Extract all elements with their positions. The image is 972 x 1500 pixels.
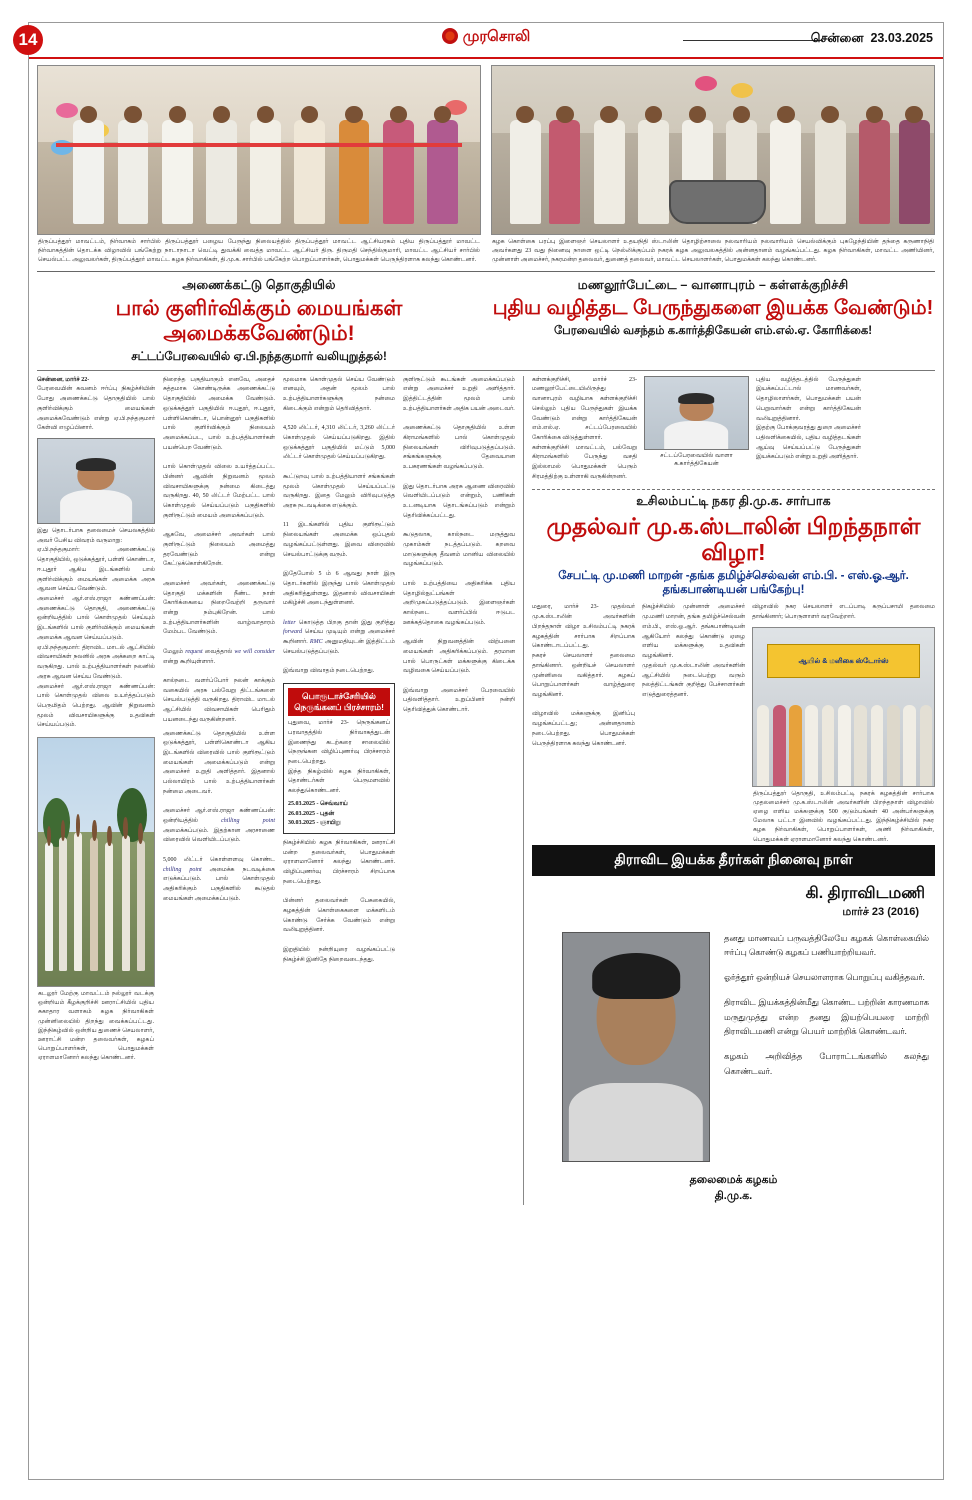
pondy-date-0: 25.03.2025 - செவ்வாய் [288, 800, 348, 807]
pondy-box-title: பொரூடாச்சேரியில் நெருங்கனப் பிரச்சாரம்! [288, 688, 390, 716]
photo-birthday-event [752, 627, 935, 787]
birthday-photo-caption: திருப்பத்தூர் தொகுதி, உசிலம்பட்டி நகரக் கழகத்தின் சார்பாக முதலமைச்சர் மு.க.ஸ்டாலின் அவர்களின் பிறந்தநாள் விழாவில் ஏழை எளிய மக்களுக்கு 500 குடும்பங்கள் 40 அன்பர்களுக்கு மேலாக பட்டா இனவில் வழங்கப்பட்டது. இந்நிகழ்ச்சியில் நகர கழக நிர்வாகிகள், பொறுப்பாளர்கள், அணி நிர்வாகிகள், பொதுமக்கள் ஏராளமானோர் கலந்து கொண்டனர். [753, 790, 934, 843]
right-story-col-2 [644, 376, 749, 483]
left-story-para-3: அமைச்சர் ஆர்.எஸ்.ராஜா கண்ணப்பன்: அணைக்கட்டு தொகுதி, அணைக்கட்டு ஒன்றியத்தில் பால் கொள்முதல் செய்யும் இடங்களில் பால் குளிர்விக்கும் மையங்கள் அமைக்க ஆவன செய்யப்படும். [37, 596, 155, 641]
right-story-para-1: கள்ளக்குறிச்சி மாவட்டம், பல்வேறு கிராமங்களில் பேருந்து வசதி இல்லாமல் பொதுமக்கள் பெரும் சிரமத்திற்கு உள்ளாகி வருகின்றனர். [532, 444, 637, 480]
memorial-para-1: ஓர்த்தூர் ஒன்றியச் செயலாளராக பொறுப்பு வகித்தவர். [724, 973, 925, 983]
col3-text: மூலமாக கொள்முதல் செய்ய வேண்டும் எனவும், அதன் மூலம் பால் உற்பத்தியாளர்களுக்கு நன்மை கிடைக்கும் என்றும் தெரிவித்தார். 4,520 லிட்டர், 4,310 லிட்டர், 3,260 லிட்டர் கொள்முதல் செய்யப்படுகிறது. இதில் ஒடுக்கத்தூர் பகுதியில் மட்டும் 5,000 லிட்டர் கொள்முதல் செய்யப்படுகிறது. கூட்டுறவு பால் உற்பத்தியாளர் சங்கங்கள் மூலம் கொள்முதல் செய்யப்பட்டு வருகிறது. இதை மேலும் விரிவுபடுத்த அரசு நடவடிக்கை எடுக்கும். 11 இடங்களில் புதிய குளிரூட்டும் நிலையங்கள் அமைக்க ஒப்புதல் வழங்கப்பட்டுள்ளது. இவை விரைவில் செயல்பாட்டுக்கு வரும். இதேபோல் 5 ம் 6 ஆவது நாள் இரு தொடர்களில் இருந்து பால் கொள்முதல் அதிகரித்துள்ளது. இதனால் விவசாயிகள் மகிழ்ச்சி அடைந்துள்ளனர். letter கொடுத்த பிறகு தான் இது குறித்து forward செய்ய முடியும் என்று அமைச்சர் கூறினார். RMC அனுமதியுடன் இத்திட்டம் செயல்படுத்தப்படும். இவ்வாறு விவாதம் நடைபெற்றது. [283, 376, 395, 675]
left-story-para-1: இது தொடர்பாக தலைமைச் செயலகத்தில் அவர் பேசிய விவரம் வருமாறு: [37, 528, 155, 544]
left-story-dateline [37, 376, 155, 386]
masthead-date-value: 23.03.2025 [870, 31, 933, 45]
photo-food-distribution [491, 65, 935, 235]
memorial-text-block [724, 932, 935, 1162]
right-story-head [491, 276, 935, 364]
memorial-footer-line2: தி.மு.க. [714, 1190, 753, 1203]
publication-name: முரசொலி [462, 28, 531, 45]
birthday-para-2: விழாவில் நகர செயலாளர் எடப்பாடி கருப்பசாமி தலைமை தாங்கினார்; பொருளாளர் வரவேற்றார். [752, 604, 935, 621]
photo-caption: கழக கொள்கை பரப்பு இளைஞர் செயலாளர் உதயநிதி ஸ்டாலின் தொழிற்சாலை நலவாரியம் நலவாரியம் செயல்விக்கும் புகழேந்தியின் தந்தை கருணாநிதி அவர்களது 23 வது நினைவு நாளை ஒட்டி நெல்லிக்குப்பம் நகரக் கழக அலுவலகத்தில் அன்னதானம் வழங்கப்பட்டது. கழக நிர்வாகிகள், மாவட்ட அணியினர், முன்னாள் அமைச்சர், நகரமன்ற தலைவர், துணைத் தலைவர், மாவட்ட செயலாளர்கள், பொதுமக்கள் கலந்து கொண்டனர். [492, 239, 934, 264]
crowd-group [753, 694, 934, 786]
right-story-col-3 [756, 376, 861, 483]
right-story-subhead: பேரவையில் வசந்தம் க.கார்த்திகேயன் எம்.எல்.ஏ. கோரிக்கை! [553, 325, 873, 338]
right-story-col-1 [532, 376, 637, 483]
dateline-text: சென்னை, மார்ச் 22- [37, 376, 90, 383]
birthday-para-1: நிகழ்ச்சியில் முன்னாள் அமைச்சர் மு.மணி மாறன், தங்க தமிழ்ச்செல்வன் எம்.பி., எஸ்.ஓ.ஆர். தங்கபாண்டியன் ஆகியோர் கலந்து கொண்டு ஏழை எளிய மக்களுக்கு உதவிகள் வழங்கினர். [642, 604, 745, 660]
portrait-nandakumar [37, 438, 155, 524]
sun-logo-icon [442, 28, 458, 44]
pondy-box [283, 683, 395, 834]
main-columns [37, 376, 935, 1205]
left-story-para-0: பேரவையின் கவனம் ஈர்ப்பு நிகழ்ச்சியின் போது அணைக்கட்டு தொகுதியில் பால் குளிர்விக்கும் மையங்கள் அமைக்கவேண்டும் என்று ஏ.பி.நந்தகுமார் கேள்வி எழுப்பினார். [37, 386, 155, 432]
birthday-kicker: உசிலம்பட்டி நகர தி.மு.க. சார்பாக [636, 493, 831, 508]
left-story-head [37, 276, 481, 364]
birthday-filler-2: முதல்வர் மு.க.ஸ்டாலின் அவர்களின் ஆட்சியில் நடைபெற்று வரும் நலத்திட்டங்கள் குறித்து பேச்சாளர்கள் எடுத்துரைத்தனர். [642, 662, 745, 698]
right-story-extra: இதற்கு போக்குவரத்து துறை அமைச்சர் பதிலளிக்கையில், புதிய வழித்தடங்கள் ஆய்வு செய்யப்பட்டு பேருந்துகள் இயக்கப்படும் என்று உறுதி அளித்தார். [756, 425, 861, 461]
memorial-para-0: தனது மாணவப் பருவத்திலேயே கழகக் கொள்கையில் ஈர்ப்பு கொண்டு கழகப் பணியாற்றியவர். [724, 933, 929, 958]
left-story-kicker: அணைக்கட்டு தொகுதியில் [182, 278, 336, 293]
portrait-karthikeyan [644, 376, 749, 450]
memorial-footer [532, 1172, 935, 1205]
photo-block-right [491, 65, 935, 265]
birthday-headline: முதல்வர் மு.க.ஸ்டாலின் பிறந்தநாள் விழா! [546, 512, 921, 566]
publication-title [29, 28, 943, 47]
top-photo-row [37, 65, 935, 265]
photo-health-centre [37, 737, 155, 987]
left-story-para-5: அமைச்சர் ஆர்.எஸ்.ராஜா கண்ணப்பன்: பால் கொள்முதல் விலை உயர்த்தப்படும் பெருமிதம் பெற்றது. ஆவின் நிறுவனம் மூலம் விவசாயிகளுக்கு உதவிகள் செய்யப்படும். [37, 683, 155, 729]
right-story-body [532, 376, 935, 483]
masthead [18, 23, 943, 59]
pondy-date-2: 30.03.2025 - ஞாயிறு [288, 820, 341, 827]
divider [532, 489, 935, 490]
birthday-para-0: மதுரை, மார்ச் 23- முதல்வர் மு.க.ஸ்டாலின் அவர்களின் பிறந்தநாள் விழா உசிலம்பட்டி நகரக் கழகத்தின் சார்பாக சிறப்பாக கொண்டாடப்பட்டது. [532, 604, 635, 650]
left-story-headline: பால் குளிர்விக்கும் மையங்கள் அமைக்கவேண்டும்! [115, 297, 403, 345]
pondy-box-para-0: புதுவை, மார்ச் 23- நெருங்கனப் பரவாதத்தில் நிர்வாகத்துடன் இணைந்து கடற்கரை சாலையில் நெருங்கன விழிப்புணர்வு பிரச்சாரம் நடைபெற்றது. [288, 720, 390, 765]
headline-row [37, 276, 935, 364]
left-story-subhead: சட்டப்பேரவையில் ஏ.பி.நந்தகுமார் வலியுறுத்தல்! [131, 350, 387, 363]
birthday-col-3 [752, 603, 935, 844]
column-1 [37, 376, 155, 1205]
newspaper-page [18, 22, 944, 1480]
bottom-left-photo-caption: கடலூர் மேற்கு மாவட்டம் நல்லூர் வடக்கு ஒன்றியம் கீழக்குறிச்சி ஊராட்சியில் புதிய சுகாதார வளாகம் கழக நிர்வாகிகள் முன்னிலையில் திறந்து வைக்கப்பட்டது. இந்நிகழ்வில் ஒன்றிய துணைச் செயலாளர், ஊராட்சி மன்ற தலைவர்கள், கழகப் பொறுப்பாளர்கள், பொதுமக்கள் ஏராளமானோர் கலந்து கொண்டனர். [38, 991, 154, 1062]
pondy-box-para-1: இந்த நிகழ்வில் கழக நிர்வாகிகள், தொண்டர்கள் பெருமளவில் கலந்துகொண்டனர். [288, 768, 390, 795]
right-story-kicker: மணலூர்பேட்டை – வானாபுரம் – கள்ளக்குறிச்சி [577, 278, 849, 293]
column-4 [403, 376, 515, 1205]
memorial-date: மார்ச் 23 (2016) [842, 905, 919, 918]
right-story-headline: புதிய வழித்தட பேருந்துகளை இயக்க வேண்டும்! [492, 297, 934, 320]
pondy-date-1: 26.03.2025 - புதன் [288, 810, 335, 817]
pondy-box-dates [288, 800, 390, 829]
birthday-col-1 [532, 603, 635, 844]
memorial-footer-line1: தலைமைக் கழகம் [689, 1173, 778, 1186]
left-story-para-4: ஏ.பி.நந்தகுமார்: திராவிட மாடல் ஆட்சியில் விவசாயிகள் நலனில் அரசு அக்கறை காட்டி வருகிறது. பால் உற்பத்தியாளர்கள் நலனில் அரசு ஆவன செய்ய வேண்டும். [37, 644, 155, 680]
page-body [29, 59, 943, 1479]
right-story-para-2: புதிய வழித்தடத்தில் பேருந்துகள் இயக்கப்பட்டால் மாணவர்கள், தொழிலாளர்கள், பொதுமக்கள் பயன் பெறுவார்கள் என்று கார்த்திகேயன் வலியுறுத்தினார். [756, 376, 861, 422]
memorial-body [532, 932, 935, 1162]
column-3 [283, 376, 395, 1205]
birthday-filler-1: நகரச் செயலாளர் தலைமை தாங்கினார். ஒன்றியச் செயலாளர் முன்னிலை வகித்தார். கழகப் பொறுப்பாளர்கள் வாழ்த்துரை வழங்கினர். விழாவில் மக்களுக்கு இனிப்பு வழங்கப்பட்டது; அன்னதானம் நடைபெற்றது. பொதுமக்கள் பெருந்திரளாக கலந்து கொண்டனர். [532, 653, 635, 747]
memorial-name: கி. திராவிடமணி [805, 884, 925, 902]
shop-banner-icon: ஆயில் & மளிகை ஸ்டோர்ஸ் [767, 644, 919, 679]
birthday-subhead: சேபட்டி மு.மணி மாறன் -தங்க தமிழ்ச்செல்வன் எம்.பி. - எஸ்.ஓ.ஆர். தங்கபாண்டியன் பங்கேற்பு! [558, 570, 909, 597]
col2-text: நிறைந்த பகுதியாகும் எனவே, அதைச் சுத்தமாக கொண்டிருக்க அணைக்கட்டு தொகுதியில் அமைக்க வேண்டும். ஒடுக்கத்தூர் பகுதியில் ஈ.புதூர், ஈ.புதூர், பள்ளிகொண்டா, பொன்னூர் பகுதிகளில் பால் குளிர்விக்கும் நிலையம் அமைக்கப்பட, பால் உற்பத்தியாளர்கள் பயன்பெற வேண்டும். பால் கொள்முதல் விலை உயர்த்தப்பட்ட பின்னர் ஆவின் நிறுவனம் மூலம் விவசாயிகளுக்கு நன்மை கிடைத்து வருகிறது. 40, 50 லிட்டர் மேற்பட்ட பால் கொள்முதல் செய்யப்படும் பகுதிகளில் குளிரூட்டும் மையம் அமைக்கப்படும். ஆகவே, அமைச்சர் அவர்கள் பால் குளிரூட்டும் நிலையம் அமைத்து தரவேண்டும் என்று கேட்டுக்கொள்கிறேன். அமைச்சர் அவர்கள், அணைக்கட்டு தொகுதி மக்களின் நீண்ட நாள் கோரிக்கையை நிறைவேற்றி தருவார் என்று நம்புகிறேன். பால் உற்பத்தியாளர்களின் வாழ்வாதாரம் மேம்பட வேண்டும். மேலும் request வைத்தால் we will consider என்று கூறியுள்ளார். கால்நடை வளர்ப்போர் நலன் காக்கும் வகையில் அரசு பல்வேறு திட்டங்களை செயல்படுத்தி வருகிறது. திராவிட மாடல் ஆட்சியில் விவசாயிகள் பெரிதும் பயனடைந்து வருகின்றனர். [163, 376, 275, 723]
col3-text-2: நிகழ்ச்சியில் கழக நிர்வாகிகள், ஊராட்சி மன்ற தலைவர்கள், பொதுமக்கள் ஏராளமானோர் கலந்து கொண்டனர். விழிப்புணர்வு பிரச்சாரம் சிறப்பாக நடைபெற்றது. பின்னர் தலைவர்கள் பேசுகையில், கழகத்தின் கொள்கைகளை மக்களிடம் கொண்டு சேர்க்க வேண்டும் என்று வலியுறுத்தினர். இறுதியில் நன்றியுரை வழங்கப்பட்டு நிகழ்ச்சி இனிதே நிறைவடைந்தது. [283, 839, 395, 963]
memorial-para-2: திராவிட இயக்கத்தின்மீது கொண்ட பற்றின் காரணமாக மருதுமுத்து என்ற தனது இயற்பெயரை மாற்றி திராவிடமணி என்று பெயர் மாற்றிக் கொண்டவர். [724, 997, 929, 1037]
left-story-para-2: ஏ.பி.நந்தகுமார்: அணைக்கட்டு தொகுதியில், ஒடுக்கத்தூர், பள்ளி கொண்டா, ஈ.புதூர் ஆகிய இடங்களில் பால் குளிர்விக்கும் மையங்கள் அமைக்க அரசு ஆவன செய்ய வேண்டும். [37, 547, 155, 593]
masthead-rule [683, 40, 823, 41]
right-story-photo-caption: சட்டப்பேரவையில் வாளா க.கார்த்திகேயன் [660, 451, 733, 467]
right-story-para-0: கள்ளக்குறிச்சி, மார்ச் 23- மணலூர்பேட்டையிலிருந்து வானாபுரம் வழியாக கள்ளக்குறிச்சி செல்லும் புதிய பேருந்துகள் இயக்க வேண்டும் என்று கார்த்திகேயன் எம்.எல்.ஏ. சட்டப்பேரவையில் கோரிக்கை விடுத்துள்ளார். [532, 376, 637, 442]
masthead-date [811, 31, 933, 47]
photo-ribbon-cutting [37, 65, 481, 235]
right-half [523, 376, 935, 1205]
page-number: 14 [13, 25, 43, 55]
memorial-portrait [562, 932, 710, 1162]
memorial-band-title: திராவிட இயக்க தீரர்கள் நினைவு நாள் [532, 845, 935, 876]
masthead-place: சென்னை [810, 31, 864, 45]
memorial-para-3: கழகம் அறிவித்த போராட்டங்களில் கலந்து கொண்டவர். [724, 1051, 929, 1076]
col4-text: குளிரூட்டும் கூடங்கள் அமைக்கப்படும் என்று அமைச்சர் உறுதி அளித்தார். இத்திட்டத்தின் மூலம் பால் உற்பத்தியாளர்கள் அதிக பயன் அடைவர். அணைக்கட்டு தொகுதியில் உள்ள கிராமங்களில் பால் கொள்முதல் நிலையங்கள் விரிவுபடுத்தப்படும். சங்கங்களுக்கு தேவையான உபகரணங்கள் வழங்கப்படும். இது தொடர்பாக அரசு ஆணை விரைவில் வெளியிடப்படும் என்றும், பணிகள் உடனடியாக தொடங்கப்படும் என்றும் தெரிவிக்கப்பட்டது. கூடுதலாக, கால்நடை மருத்துவ முகாம்கள் நடத்தப்படும். கறவை மாடுகளுக்கு தீவனம் மானிய விலையில் வழங்கப்படும். பால் உற்பத்தியை அதிகரிக்க புதிய தொழில்நுட்பங்கள் அறிமுகப்படுத்தப்படும். இளைஞர்கள் கால்நடை வளர்ப்பில் ஈடுபட ஊக்கத்தொகை வழங்கப்படும். ஆவின் நிறுவனத்தின் விற்பனை மையங்கள் அதிகரிக்கப்படும். தரமான பால் பொருட்கள் மக்களுக்கு கிடைக்க வழிவகை செய்யப்படும். இவ்வாறு அமைச்சர் பேரவையில் பதிலளித்தார். உறுப்பினர் நன்றி தெரிவித்துக் கொண்டார். [403, 376, 515, 714]
photo-block-left [37, 65, 481, 265]
birthday-body [532, 603, 935, 844]
divider [37, 370, 935, 371]
photo-caption: திருப்பத்தூர் மாவட்டம், நிர்வாகம் சார்பில் திருப்பத்தூர் பழைய பேருந்து நிலையத்தில் திருப்பத்தூர் மாவட்ட ஆட்சியரகம் புதிய திருப்பத்தூர் மாவட்ட நிர்வாகத்தின் தொடக்க விழாவில் பங்கேற்று நாடாநாடா வெட்டி துவக்கி வைத்த மாவட்ட ஆட்சியர் திரு. திருமதி செந்தில்குமாரி, மாவட்ட ஆட்சியர் சார்பில் செயல்பட்ட அலுவலர்கள், திருப்பத்தூர் மாவட்ட கழக நிர்வாகிகள், தி.மு.க. சார்பில் பங்கேற்ற பொறுப்பாளர்கள், பொதுமக்கள் பெருந்திரளாக கலந்து கொண்டனர். [38, 239, 480, 264]
column-2 [163, 376, 275, 1205]
col2-text-2: அணைக்கட்டு தொகுதியில் உள்ள ஒடுக்கத்தூர், பள்ளிகொண்டா ஆகிய இடங்களில் விரைவில் பால் குளிரூட்டும் மையங்கள் அமைக்கப்படும் என்று அமைச்சர் உறுதி அளித்தார். இதனால் பல்லாயிரம் பால் உற்பத்தியாளர்கள் நன்மை அடைவர். அமைச்சர் ஆர்.எஸ்.ராஜா கண்ணப்பன்: ஒன்றியத்தில் chilling point அமைக்கப்படும். இதற்கான அரசாணை விரைவில் வெளியிடப்படும். 5,000 லிட்டர் கொள்ளளவு கொண்ட chilling point அமைக்க நடவடிக்கை எடுக்கப்படும். பால் கொள்முதல் அதிகரிக்கும் பகுதிகளில் கூடுதல் மையங்கள் அமைக்கப்படும். [163, 730, 275, 902]
birthday-col-2 [642, 603, 745, 844]
section-divider [37, 271, 935, 272]
